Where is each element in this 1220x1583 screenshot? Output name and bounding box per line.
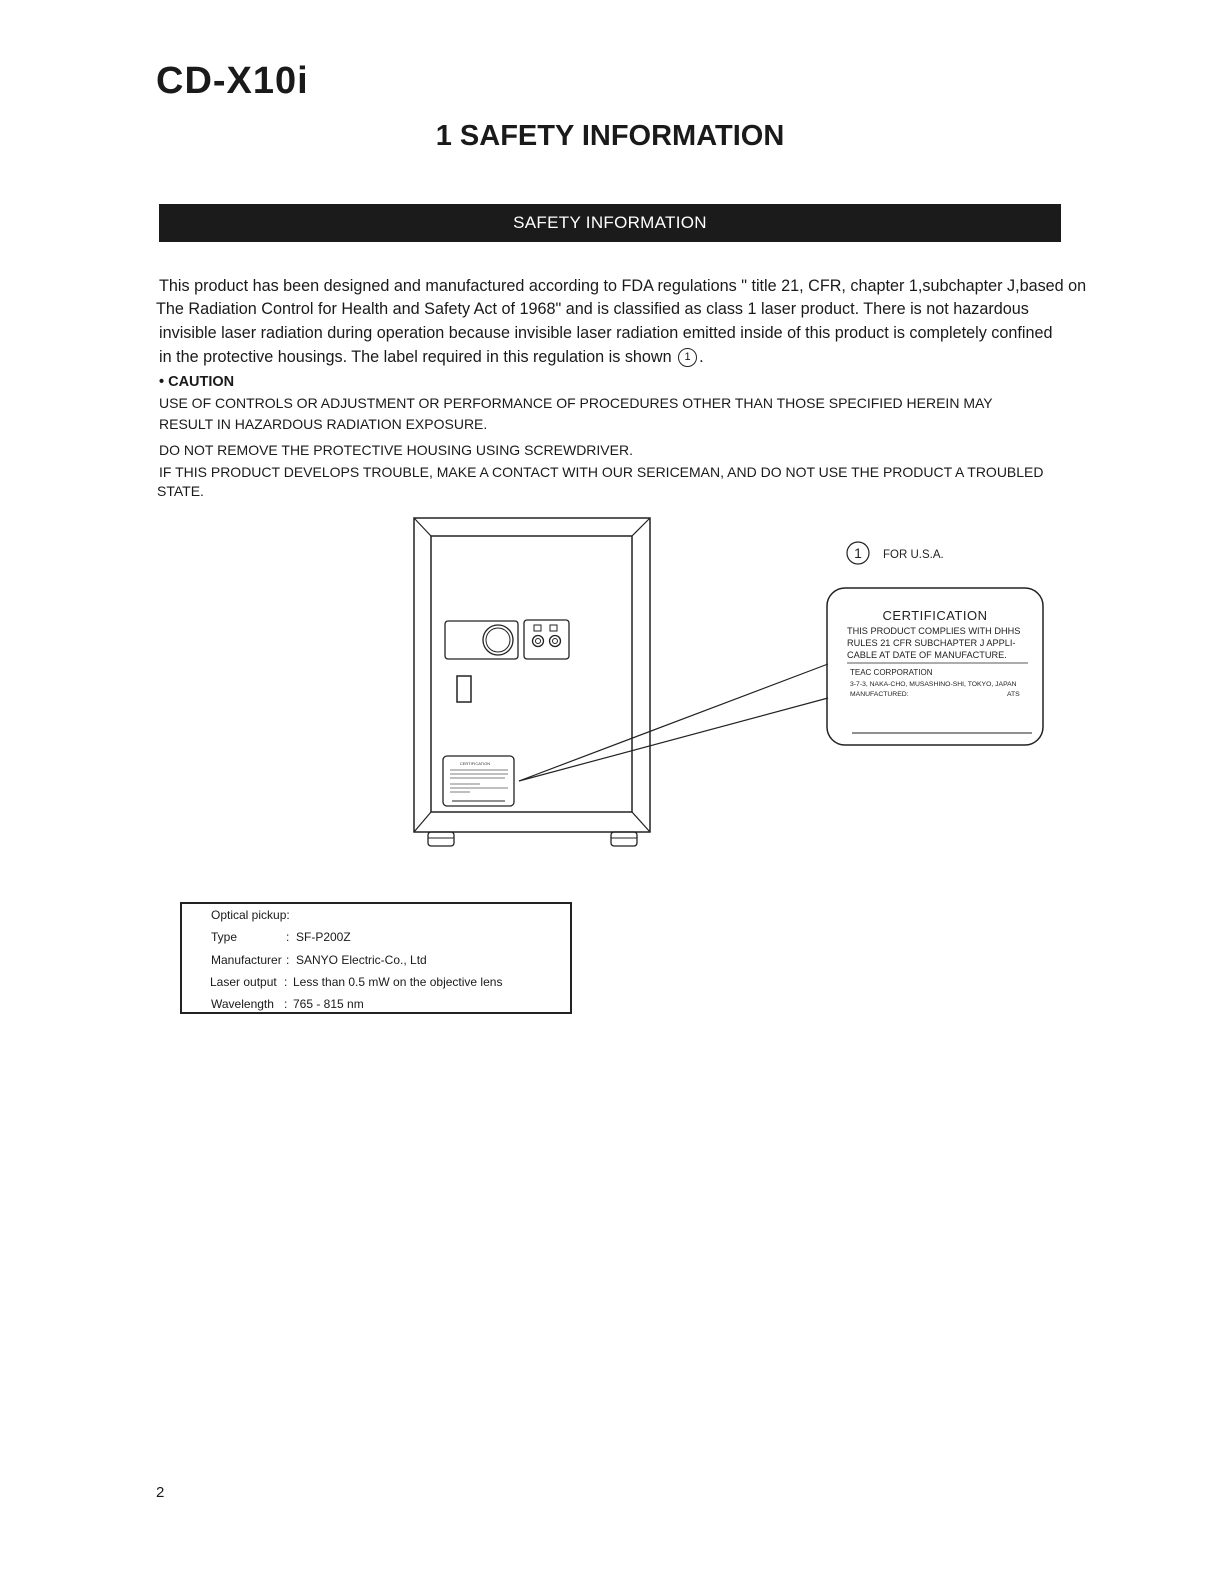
certification-ats: ATS: [1007, 691, 1020, 698]
usa-marker: 1: [854, 545, 862, 561]
intro-line-1: This product has been designed and manufactured according to FDA regulations " title 21, CFR, chapter 1,subchapter J,based on: [159, 277, 1087, 295]
spec-wavelength-value: 765 - 815 nm: [293, 997, 364, 1011]
spec-heading: Optical pickup:: [211, 908, 290, 922]
caution-line-1: USE OF CONTROLS OR ADJUSTMENT OR PERFORMANCE OF PROCEDURES OTHER THAN THOSE SPECIFIED HEREIN MAY: [159, 395, 993, 411]
usa-label: FOR U.S.A.: [883, 549, 944, 561]
certification-company: TEAC CORPORATION: [850, 668, 933, 677]
certification-line-3: CABLE AT DATE OF MANUFACTURE.: [847, 650, 1007, 660]
page-number: 2: [156, 1484, 165, 1501]
optical-pickup-spec-box: [180, 902, 572, 1014]
label-reference-marker: 1: [678, 348, 697, 367]
certification-line-2: RULES 21 CFR SUBCHAPTER J APPLI-: [847, 638, 1016, 648]
banner-label: SAFETY INFORMATION: [513, 213, 707, 232]
spec-laser-output-sep: :: [284, 975, 288, 989]
intro-line-2: The Radiation Control for Health and Safety Act of 1968" and is classified as class 1 laser product. There is not hazardous: [156, 300, 1029, 318]
certification-address: 3-7-3, NAKA-CHO, MUSASHINO-SHI, TOKYO, JAPAN: [850, 681, 1017, 688]
spec-laser-output-value: Less than 0.5 mW on the objective lens: [293, 975, 503, 989]
certification-title: CERTIFICATION: [882, 608, 988, 623]
spec-manufacturer-sep: :: [286, 953, 290, 967]
small-label-title: CERTIFICATION: [459, 761, 491, 766]
spec-wavelength-label: Wavelength: [211, 997, 274, 1011]
caution-heading: • CAUTION: [159, 374, 235, 390]
spec-type-sep: :: [286, 930, 290, 944]
caution-line-3: DO NOT REMOVE THE PROTECTIVE HOUSING USING SCREWDRIVER.: [159, 442, 633, 458]
spec-laser-output-label: Laser output: [210, 975, 277, 989]
certification-line-1: THIS PRODUCT COMPLIES WITH DHHS: [847, 626, 1021, 636]
spec-type-label: Type: [211, 930, 238, 944]
certification-manufactured: MANUFACTURED:: [850, 691, 909, 698]
spec-manufacturer-label: Manufacturer: [211, 953, 282, 967]
spec-wavelength-sep: :: [284, 997, 288, 1011]
caution-line-2: RESULT IN HAZARDOUS RADIATION EXPOSURE.: [159, 416, 488, 432]
spec-type-value: SF-P200Z: [296, 930, 351, 944]
intro-line-3: invisible laser radiation during operation because invisible laser radiation emitted inside of this product is completely confined: [159, 324, 1053, 342]
section-title: 1 SAFETY INFORMATION: [435, 120, 785, 152]
model-name: CD-X10i: [156, 60, 309, 102]
spec-manufacturer-value: SANYO Electric-Co., Ltd: [296, 953, 427, 967]
intro-line-4-text: in the protective housings. The label required in this regulation is shown: [159, 348, 672, 366]
intro-line-4-end: .: [699, 348, 704, 366]
caution-line-5: STATE.: [157, 483, 204, 499]
caution-line-4: IF THIS PRODUCT DEVELOPS TROUBLE, MAKE A CONTACT WITH OUR SERICEMAN, AND DO NOT USE THE PRODUCT A TROUBLED: [159, 464, 1044, 480]
